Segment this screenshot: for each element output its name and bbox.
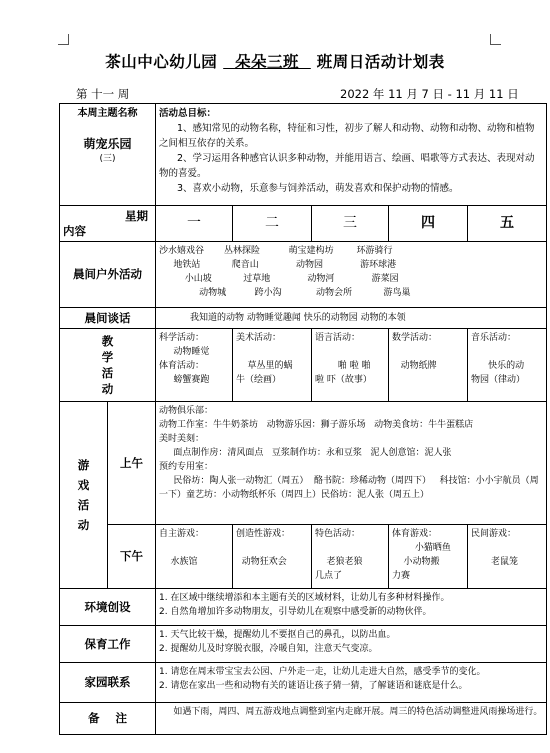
games-pm-wednesday: 特色活动： 老狼老狼 几点了 [312, 525, 389, 589]
weekday-header [60, 206, 156, 242]
theme-name: 萌宠乐园 [83, 137, 132, 151]
page-title [0, 50, 550, 72]
goal-item: 3、喜欢小动物，乐意参与饲养活动，萌发喜欢和保护动物的情感。 [177, 183, 459, 194]
content-label: 内容 [63, 223, 86, 238]
environment-cell [156, 589, 547, 626]
day-thursday: 四 [389, 206, 468, 242]
environment-item: 2. 自然角增加许多动物朋友，引导幼儿在观察中感受新的动物伙伴。 [159, 607, 432, 617]
teaching-tuesday: 美术活动： 草丛里的蜗 牛（绘画） [233, 329, 312, 402]
goals-label: 活动总目标： [159, 108, 217, 119]
morning-outdoor-label: 晨间户外活动 [60, 242, 156, 308]
morning-outdoor-cell [156, 242, 547, 308]
outdoor-line: 沙水嬉戏谷 丛林探险 萌宝建构坊 环游骑行 [159, 246, 393, 256]
games-pm-monday: 自主游戏： 水族馆 [156, 525, 233, 589]
games-pm-friday: 民间游戏： 老鼠笼 [468, 525, 547, 589]
games-pm-tuesday: 创造性游戏： 动物狂欢会 [233, 525, 312, 589]
weekly-plan-table [59, 103, 547, 735]
outdoor-line: 动物城 跨小沟 动物会所 游鸟巢 [159, 288, 411, 298]
morning-talk-label: 晨间谈话 [60, 308, 156, 329]
goals-cell [156, 104, 547, 206]
teaching-label: 教 学 活 动 [60, 329, 156, 402]
home-cell [156, 663, 547, 703]
goal-item: 1、感知常见的动物名称，特征和习性，初步了解人和动物、动物和动物、动物和植物之间相互依存的关系。 [159, 123, 535, 149]
games-pm-thursday: 体育游戏： 小猫晒鱼 小动物搬 力赛 [389, 525, 468, 589]
morning-label: 上午 [108, 402, 156, 525]
theme-cell [60, 104, 156, 206]
home-item: 1. 请您在周末带宝宝去公园、户外走一走，让幼儿走进大自然，感受季节的变化。 [159, 667, 486, 677]
care-label: 保育工作 [60, 626, 156, 663]
teaching-wednesday: 语言活动： 啪 啦 啪 啦 吓（故事） [312, 329, 389, 402]
weekday-label: 星期 [125, 208, 148, 223]
environment-item: 1. 在区域中继续增添和本主题有关的区域材料，让幼儿有多种材料操作。 [159, 593, 450, 603]
title-suffix: 班周日活动计划表 [316, 53, 445, 71]
crop-mark-top-right [490, 34, 501, 45]
notes-cell: 如遇下雨，周四、周五游戏地点调整到室内走廊开展。周三的特色活动调整进风雨操场进行。 [156, 703, 547, 735]
teaching-monday: 科学活动： 动物睡觉 体育活动： 螃蟹赛跑 [156, 329, 233, 402]
home-label: 家园联系 [60, 663, 156, 703]
care-cell [156, 626, 547, 663]
teaching-thursday: 数学活动： 动物纸牌 [389, 329, 468, 402]
environment-label: 环境创设 [60, 589, 156, 626]
date-range: 2022 年 11 月 7 日 - 11 月 11 日 [340, 87, 519, 101]
notes-label: 备 注 [60, 703, 156, 735]
morning-talk-text: 我知道的动物 动物睡觉趣闻 快乐的动物园 动物的本领 [156, 308, 547, 329]
theme-sub: (三) [99, 154, 116, 164]
day-tuesday: 二 [233, 206, 312, 242]
games-label: 游 戏 活 动 [60, 402, 108, 589]
school-name: 茶山中心幼儿园 [105, 53, 218, 71]
day-monday: 一 [156, 206, 233, 242]
class-name: 朵朵三班 [234, 53, 299, 71]
crop-mark-top-left [58, 34, 69, 45]
teaching-friday: 音乐活动： 快乐的动 物园（律动） [468, 329, 547, 402]
day-friday: 五 [468, 206, 547, 242]
care-item: 1. 天气比较干燥，提醒幼儿不要抠自己的鼻孔，以防出血。 [159, 630, 396, 640]
home-item: 2. 请您在家出一些和动物有关的谜语让孩子猜一猜，了解谜语和谜底是什么。 [159, 681, 468, 691]
afternoon-label: 下午 [108, 525, 156, 589]
outdoor-line: 地铁站 爬音山 动物园 游环球港 [159, 260, 397, 270]
theme-label: 本周主题名称 [77, 108, 138, 119]
care-item: 2. 提醒幼儿及时穿脱衣服，冷暖自知，注意天气变凉。 [159, 644, 378, 654]
outdoor-line: 小山坡 过草地 动物河 游菜园 [159, 274, 399, 284]
games-morning-cell: 动物俱乐部： 动物工作室：牛牛奶茶坊 动物游乐园：狮子游乐场 动物美食坊：牛牛蛋糕店 美时美刻： 面点制作房：清风面点 豆浆制作坊：永和豆浆 泥人创意馆：泥人张 预约专用室： 民俗坊：陶人张一动物汇（周五） 酪书院：珍稀动物（周四下） 科技馆：小小宇航员（周一下）童艺坊：小动物纸杯乐（周四上）民俗坊：泥人张（周五上） [156, 402, 547, 525]
week-label: 第 十一 周 [76, 87, 130, 101]
day-wednesday: 三 [312, 206, 389, 242]
goal-item: 2、学习运用各种感官认识多种动物，并能用语言、绘画、唱歌等方式表达、表现对动物的喜爱。 [159, 153, 535, 179]
